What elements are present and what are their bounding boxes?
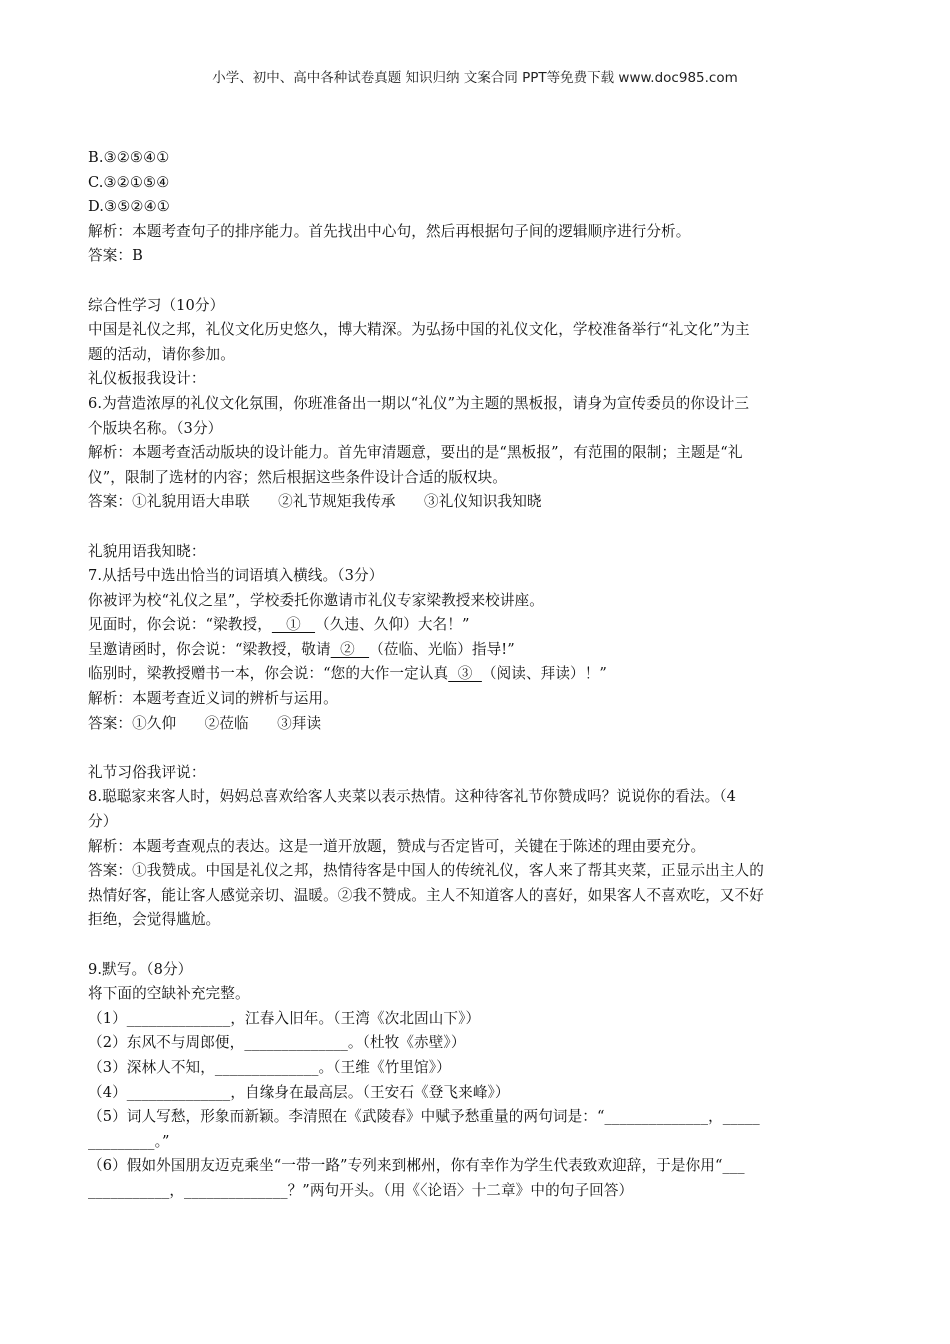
text-segment: 礼仪板报我设计： [88,370,206,388]
text-segment: 7.从括号中选出恰当的词语填入横线。（3分） [88,567,384,585]
text-line [88,1081,868,1106]
text-line [88,466,868,491]
text-segment: （6）假如外国朋友迈克乘坐“一带一路”专列来到郴州，你有幸作为学生代表致欢迎辞，于是你用“___ [88,1157,745,1175]
text-segment: （3）深林人不知，______________。（王维《竹里馆》） [88,1058,451,1076]
text-segment: 解析：本题考查观点的表达。这是一道开放题，赞成与否定皆可，关键在于陈述的理由要充分。 [88,837,706,855]
document-body [88,146,868,1204]
text-line [88,810,868,835]
text-line [88,146,868,171]
text-segment: （莅临、光临）指导!” [369,640,515,658]
text-line [88,1130,868,1155]
text-segment: C.③②①⑤④ [88,173,170,191]
text-segment: 题的活动，请你参加。 [88,345,235,363]
text-line [88,1154,868,1179]
text-line [88,662,868,687]
text-segment: 见面时，你会说：“梁教授， [88,616,272,634]
text-segment: 你被评为校“礼仪之星”，学校委托你邀请市礼仪专家梁教授来校讲座。 [88,591,544,609]
fill-in-blank: ③ [448,665,482,683]
text-line [88,1105,868,1130]
text-segment: （4）______________，自缘身在最高层。（王安石《登飞来峰》） [88,1083,510,1101]
text-segment: 综合性学习（10分） [88,296,225,314]
text-segment: （1）______________，江春入旧年。（王湾《次北固山下》） [88,1009,481,1027]
blank-line [88,933,868,958]
text-line [88,638,868,663]
text-segment: D.③⑤②④① [88,198,170,216]
text-line [88,564,868,589]
text-line [88,982,868,1007]
text-line [88,835,868,860]
text-segment: 答案：①久仰 ②莅临 ③拜读 [88,714,322,732]
text-line [88,367,868,392]
text-line [88,785,868,810]
text-line [88,1056,868,1081]
text-segment: 答案：B [88,247,143,265]
text-line [88,318,868,343]
text-line [88,244,868,269]
blank-line [88,269,868,294]
page-header-banner: 小学、初中、高中各种试卷真题 知识归纳 文案合同 PPT等免费下载 www.doc985.com [212,70,738,86]
text-line [88,441,868,466]
text-line [88,884,868,909]
text-line [88,908,868,933]
text-line [88,540,868,565]
text-segment: 9.默写。（8分） [88,960,193,978]
text-segment: B.③②⑤④① [88,149,170,166]
text-segment: 热情好客，能让客人感觉亲切、温暖。②我不赞成。主人不知道客人的喜好，如果客人不喜欢吃，又不好 [88,886,764,904]
text-segment: 礼节习俗我评说： [88,763,206,781]
text-line [88,220,868,245]
text-line [88,958,868,983]
text-line [88,1007,868,1032]
text-segment: 分） [88,813,118,831]
text-segment: （久违、久仰）大名！” [315,616,470,634]
blank-line [88,736,868,761]
text-segment: 呈邀请函时，你会说：“梁教授，敬请 [88,640,331,658]
text-segment: （5）词人写愁，形象而新颖。李清照在《武陵春》中赋予愁重量的两句词是：“______________，_____ [88,1108,760,1126]
blank-line [88,515,868,540]
text-line [88,761,868,786]
text-line [88,195,868,220]
text-segment: 礼貌用语我知晓： [88,542,206,560]
text-segment: （2）东风不与周郎便，______________。（杜牧《赤壁》） [88,1034,466,1052]
text-line [88,859,868,884]
text-line [88,490,868,515]
text-line [88,589,868,614]
text-segment: 6.为营造浓厚的礼仪文化氛围，你班准备出一期以“礼仪”为主题的黑板报，请身为宣传委员的你设计三 [88,394,750,412]
text-segment: 个版块名称。（3分） [88,419,223,437]
text-segment: 8.聪聪家来客人时，妈妈总喜欢给客人夹菜以表示热情。这种待客礼节你赞成吗？说说你的看法。（4 [88,788,737,806]
text-line [88,294,868,319]
text-segment: 仪”，限制了选材的内容；然后根据这些条件设计合适的版权块。 [88,468,507,486]
text-segment: 将下面的空缺补充完整。 [88,985,250,1003]
text-line [88,417,868,442]
text-segment: 解析：本题考查句子的排序能力。首先找出中心句，然后再根据句子间的逻辑顺序进行分析。 [88,222,691,240]
text-segment: （阅读、拜读）！” [481,665,607,683]
text-line [88,171,868,196]
text-line [88,1031,868,1056]
text-segment: 拒绝，会觉得尴尬。 [88,911,221,929]
text-line [88,343,868,368]
text-segment: 临别时，梁教授赠书一本，你会说：“您的大作一定认真 [88,665,449,683]
text-line [88,392,868,417]
text-segment: 答案：①礼貌用语大串联 ②礼节规矩我传承 ③礼仪知识我知晓 [88,493,542,511]
text-segment: 解析：本题考查近义词的辨析与运用。 [88,690,338,708]
text-segment: 解析：本题考查活动版块的设计能力。首先审清题意，要出的是“黑板报”，有范围的限制；主题是“礼 [88,444,743,462]
text-segment: 答案：①我赞成。中国是礼仪之邦，热情待客是中国人的传统礼仪，客人来了帮其夹菜，正显示出主人的 [88,862,764,880]
text-segment: 中国是礼仪之邦，礼仪文化历史悠久，博大精深。为弘扬中国的礼仪文化，学校准备举行“礼文化”为主 [88,321,750,339]
text-segment: ___________，______________？”两句开头。（用《〈论语〉十二章》中的句子回答） [88,1181,634,1199]
text-line [88,712,868,737]
text-line [88,1179,868,1204]
fill-in-blank: ① [271,616,316,634]
text-segment: _________。” [88,1132,170,1150]
text-line [88,687,868,712]
text-line [88,613,868,638]
fill-in-blank: ② [330,640,370,658]
